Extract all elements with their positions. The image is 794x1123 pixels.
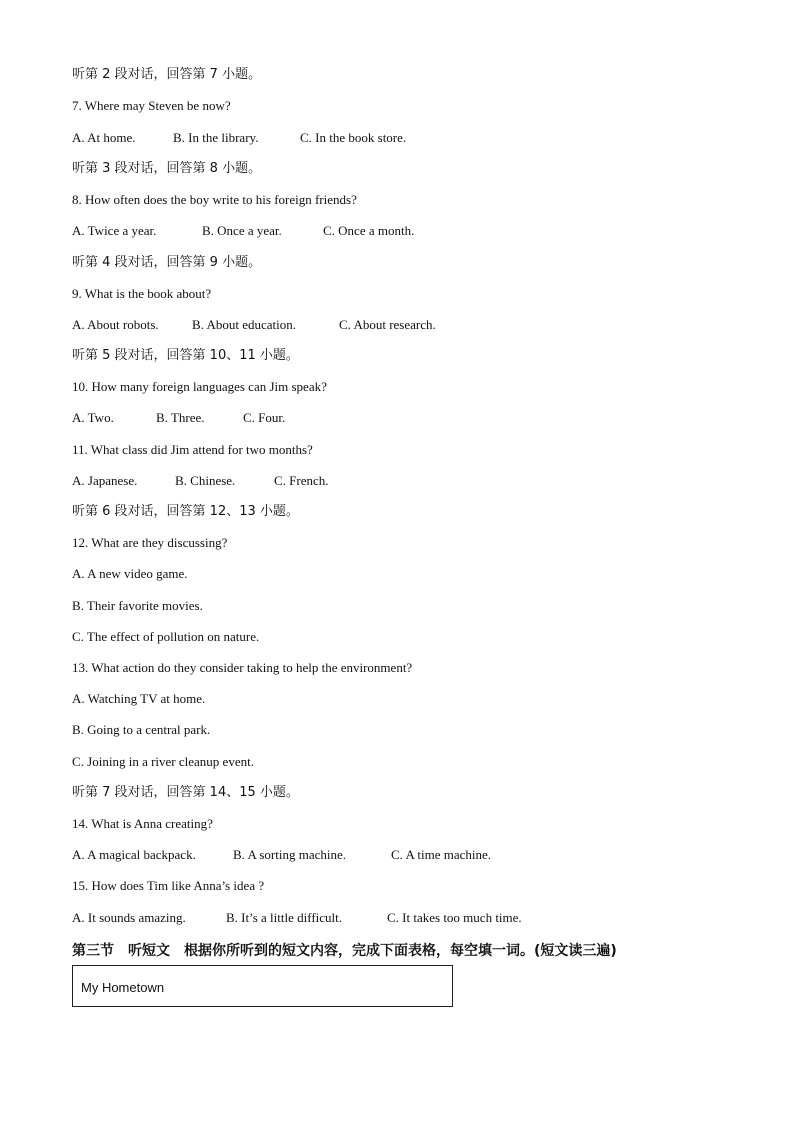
answer-option: A. Twice a year. [72,223,157,238]
table-header-cell: My Hometown [81,980,165,995]
question-text: 8. How often does the boy write to his foreign friends? [72,192,357,207]
question-text: 13. What action do they consider taking to help the environment? [72,660,413,675]
answer-option: B. It’s a little difficult. [226,910,343,925]
answer-option: B. In the library. [173,130,259,145]
answer-option: B. Their favorite movies. [72,598,203,613]
question-text: 7. Where may Steven be now? [72,98,231,113]
answer-option: A. About robots. [72,317,159,332]
question-text: 10. How many foreign languages can Jim speak? [72,379,327,394]
answer-option: A. At home. [72,130,136,145]
answer-option: C. A time machine. [391,847,492,862]
answer-option: B. Once a year. [202,223,282,238]
answer-option: C. In the book store. [300,130,407,145]
answer-option: B. Three. [156,410,205,425]
dialogue-instruction: 听第 2 段对话，回答第 7 小题。 [72,67,262,82]
dialogue-instruction: 听第 3 段对话，回答第 8 小题。 [72,161,262,176]
question-text: 15. How does Tim like Anna’s idea ? [72,878,265,893]
answer-option: C. About research. [339,317,436,332]
section-3-title: 第三节 听短文 根据你所听到的短文内容，完成下面表格，每空填一词。(短文读三遍) [72,943,617,959]
dialogue-instruction: 听第 7 段对话，回答第 14、15 小题。 [72,785,299,800]
answer-option: C. French. [274,473,329,488]
question-text: 12. What are they discussing? [72,535,228,550]
answer-option: A. Japanese. [72,473,138,488]
answer-option: B. Chinese. [175,473,236,488]
dialogue-instruction: 听第 4 段对话，回答第 9 小题。 [72,255,262,270]
answer-option: A. A magical backpack. [72,847,196,862]
answer-option: C. The effect of pollution on nature. [72,629,260,644]
answer-option: A. Watching TV at home. [72,691,206,706]
answer-option: C. Once a month. [323,223,415,238]
dialogue-instruction: 听第 6 段对话，回答第 12、13 小题。 [72,504,299,519]
answer-option: B. Going to a central park. [72,722,211,737]
answer-option: C. Joining in a river cleanup event. [72,754,254,769]
dialogue-instruction: 听第 5 段对话，回答第 10、11 小题。 [72,348,299,363]
answer-option: B. About education. [192,317,296,332]
question-text: 11. What class did Jim attend for two months? [72,442,313,457]
answer-option: A. It sounds amazing. [72,910,186,925]
answer-option: B. A sorting machine. [233,847,347,862]
answer-option: C. It takes too much time. [387,910,522,925]
hometown-table [72,965,453,1007]
answer-option: A. A new video game. [72,566,188,581]
answer-option: A. Two. [72,410,114,425]
answer-option: C. Four. [243,410,286,425]
question-text: 14. What is Anna creating? [72,816,213,831]
question-text: 9. What is the book about? [72,286,212,301]
